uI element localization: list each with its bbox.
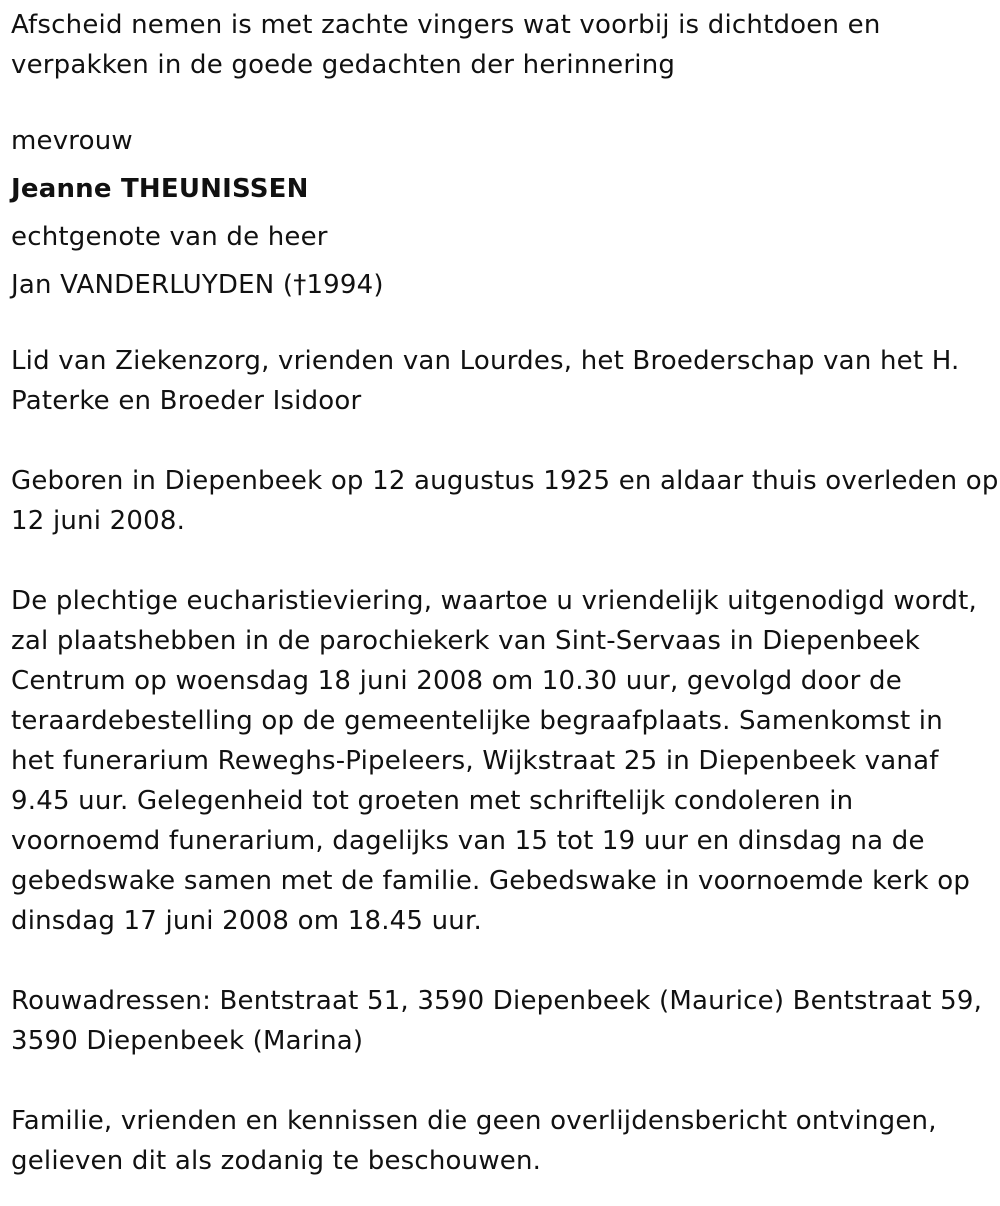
birth-death-line: 12 juni 2008. (11, 506, 186, 536)
spouse-death-year: 1994) (306, 270, 384, 300)
salutation: mevrouw (11, 126, 133, 156)
quote-line: verpakken in de goede gedachten der herinnering (11, 50, 676, 80)
birth-death-paragraph (11, 461, 999, 541)
opening-quote (11, 5, 991, 85)
closing-paragraph (11, 1101, 991, 1181)
deceased-block (11, 117, 991, 309)
ceremony-paragraph (11, 581, 991, 941)
spouse-line (11, 261, 991, 309)
ceremony-line: het funerarium Reweghs-Pipeleers, Wijkstraat 25 in Diepenbeek vanaf (11, 746, 939, 776)
closing-line: gelieven dit als zodanig te beschouwen. (11, 1146, 542, 1176)
ceremony-line: voornoemd funerarium, dagelijks van 15 tot 19 uur en dinsdag na de (11, 826, 925, 856)
addresses-paragraph (11, 981, 991, 1061)
deceased-name: Jeanne THEUNISSEN (11, 174, 309, 204)
quote-line: Afscheid nemen is met zachte vingers wat voorbij is dichtdoen en (11, 10, 881, 40)
ceremony-line: Centrum op woensdag 18 juni 2008 om 10.30 uur, gevolgd door de (11, 666, 902, 696)
ceremony-line: teraardebestelling op de gemeentelijke begraafplaats. Samenkomst in (11, 706, 943, 736)
ceremony-line: 9.45 uur. Gelegenheid tot groeten met schriftelijk condoleren in (11, 786, 854, 816)
ceremony-line: De plechtige eucharistieviering, waartoe u vriendelijk uitgenodigd wordt, (11, 586, 977, 616)
spouse-name: Jan VANDERLUYDEN ( (11, 270, 294, 300)
ceremony-line: dinsdag 17 juni 2008 om 18.45 uur. (11, 906, 482, 936)
ceremony-line: zal plaatshebben in de parochiekerk van Sint-Servaas in Diepenbeek (11, 626, 920, 656)
addresses-line: Rouwadressen: Bentstraat 51, 3590 Diepenbeek (Maurice) Bentstraat 59, (11, 986, 983, 1016)
relation-text: echtgenote van de heer (11, 222, 328, 252)
ceremony-line: gebedswake samen met de familie. Gebedswake in voornoemde kerk op (11, 866, 971, 896)
birth-death-line: Geboren in Diepenbeek op 12 augustus 1925 en aldaar thuis overleden op (11, 466, 999, 496)
memberships-line: Paterke en Broeder Isidoor (11, 386, 362, 416)
closing-line: Familie, vrienden en kennissen die geen overlijdensbericht ontvingen, (11, 1106, 937, 1136)
obituary-document (11, 5, 999, 1181)
memberships-paragraph (11, 341, 991, 421)
addresses-line: 3590 Diepenbeek (Marina) (11, 1026, 364, 1056)
memberships-line: Lid van Ziekenzorg, vrienden van Lourdes, het Broederschap van het H. (11, 346, 960, 376)
cross-icon: † (293, 270, 307, 300)
